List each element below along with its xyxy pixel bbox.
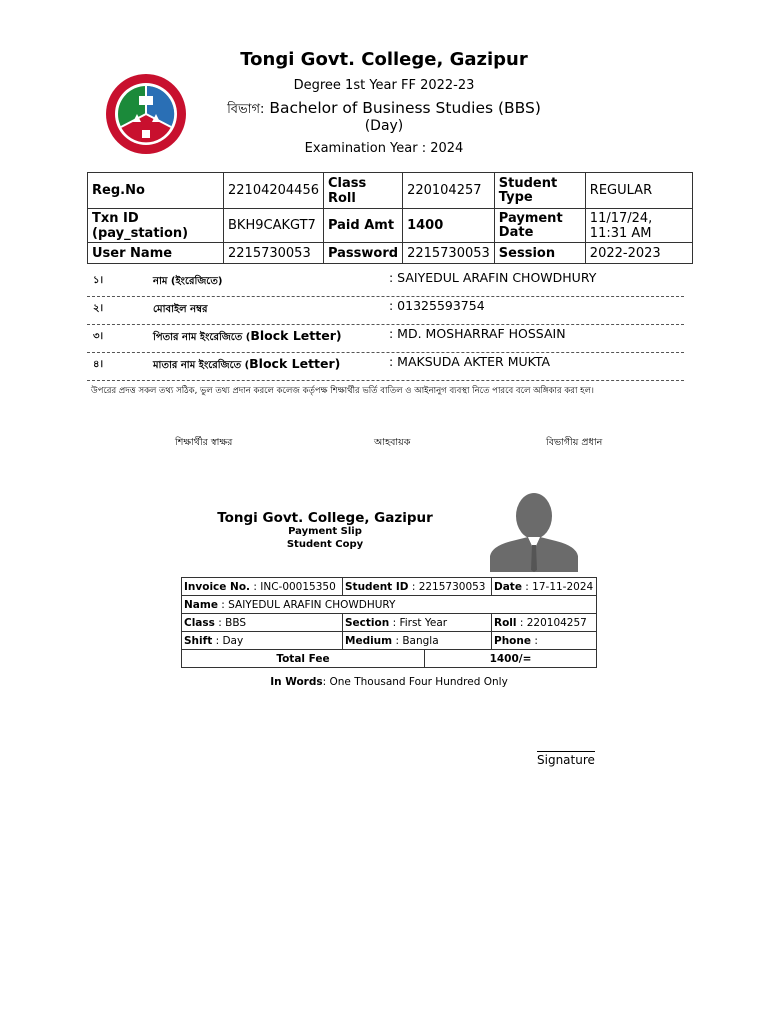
head-signature-label: বিভাগীয় প্রধান bbox=[546, 437, 603, 448]
class-roll-value: 220104257 bbox=[403, 173, 495, 209]
paid-amt-label: Paid Amt bbox=[323, 209, 402, 243]
field-row-father-name bbox=[87, 324, 684, 353]
amount-in-words: In Words: One Thousand Four Hundred Only bbox=[270, 676, 508, 688]
class-roll-label: Class Roll bbox=[323, 173, 402, 209]
invoice-cell: Invoice No. : INC-00015350 bbox=[182, 578, 343, 596]
signature-line: Signature bbox=[537, 753, 595, 767]
college-title: Tongi Govt. College, Gazipur bbox=[240, 49, 528, 70]
field-label: মাতার নাম ইংরেজিতে (Block Letter) bbox=[153, 356, 341, 371]
field-value: : SAIYEDUL ARAFIN CHOWDHURY bbox=[389, 270, 597, 285]
slip-college-title: Tongi Govt. College, Gazipur bbox=[217, 510, 433, 526]
field-number: ২। bbox=[93, 303, 104, 314]
field-label: মোবাইল নম্বর bbox=[153, 304, 208, 315]
reg-no-value: 22104204456 bbox=[224, 173, 324, 209]
class-cell: Class : BBS bbox=[182, 614, 343, 632]
department-label: বিভাগ: bbox=[227, 102, 265, 117]
field-label: পিতার নাম ইংরেজিতে (Block Letter) bbox=[153, 328, 342, 343]
student-signature-label: শিক্ষার্থীর স্বাক্ষর bbox=[175, 437, 233, 448]
total-fee-table bbox=[181, 649, 597, 668]
declaration-notice: উপরের প্রদত্ত সকল তথ্য সঠিক, ভুল তথ্য প্রদান করলে কলেজ কর্তৃপক্ষ শিক্ষার্থীর ভর্তি বাতিল ও আইনানুগ ব্যবস্থা নিতে পারবে বলে অঙ্গিকার করা হল। bbox=[91, 386, 594, 396]
field-number: ৩। bbox=[93, 331, 104, 342]
session-value: 2022-2023 bbox=[585, 243, 692, 264]
field-row-mother-name bbox=[87, 352, 684, 381]
degree-line: Degree 1st Year FF 2022-23 bbox=[293, 78, 475, 93]
txn-id-value: BKH9CAKGT7 bbox=[224, 209, 324, 243]
section-cell: Section : First Year bbox=[343, 614, 492, 632]
student-type-label: Student Type bbox=[494, 173, 585, 209]
payment-date-label: Payment Date bbox=[494, 209, 585, 243]
field-label: নাম (ইংরেজিতে) bbox=[153, 276, 223, 287]
phone-cell: Phone : bbox=[492, 632, 597, 650]
field-value: : MD. MOSHARRAF HOSSAIN bbox=[389, 326, 566, 341]
field-row-name bbox=[87, 268, 684, 297]
field-number: ১। bbox=[93, 275, 104, 286]
field-value: : 01325593754 bbox=[389, 298, 485, 313]
exam-year: Examination Year : 2024 bbox=[304, 141, 464, 156]
session-label: Session bbox=[494, 243, 585, 264]
medium-cell: Medium : Bangla bbox=[343, 632, 492, 650]
slip-title: Payment Slip bbox=[288, 526, 362, 537]
paid-amt-value: 1400 bbox=[403, 209, 495, 243]
convener-signature-label: আহবায়ক bbox=[374, 437, 411, 448]
date-cell: Date : 17-11-2024 bbox=[492, 578, 597, 596]
password-value: 2215730053 bbox=[403, 243, 495, 264]
payment-date-value: 11/17/24, 11:31 AM bbox=[585, 209, 692, 243]
student-id-cell: Student ID : 2215730053 bbox=[343, 578, 492, 596]
user-name-label: User Name bbox=[88, 243, 224, 264]
field-row-mobile bbox=[87, 296, 684, 325]
shift-cell: Shift : Day bbox=[182, 632, 343, 650]
slip-copy-label: Student Copy bbox=[286, 539, 364, 550]
field-number: ৪। bbox=[93, 359, 104, 370]
shift-line: (Day) bbox=[364, 118, 404, 134]
payment-slip-table bbox=[181, 577, 597, 650]
name-cell: Name : SAIYEDUL ARAFIN CHOWDHURY bbox=[182, 596, 597, 614]
roll-cell: Roll : 220104257 bbox=[492, 614, 597, 632]
total-fee-value: 1400/= bbox=[425, 650, 597, 668]
department-name: Bachelor of Business Studies (BBS) bbox=[269, 99, 541, 117]
total-fee-label: Total Fee bbox=[182, 650, 425, 668]
student-photo-placeholder bbox=[490, 490, 578, 572]
student-type-value: REGULAR bbox=[585, 173, 692, 209]
txn-id-label: Txn ID (pay_station) bbox=[88, 209, 224, 243]
field-value: : MAKSUDA AKTER MUKTA bbox=[389, 354, 551, 369]
reg-no-label: Reg.No bbox=[88, 173, 224, 209]
student-info-table bbox=[87, 172, 693, 264]
user-name-value: 2215730053 bbox=[224, 243, 324, 264]
password-label: Password bbox=[323, 243, 402, 264]
